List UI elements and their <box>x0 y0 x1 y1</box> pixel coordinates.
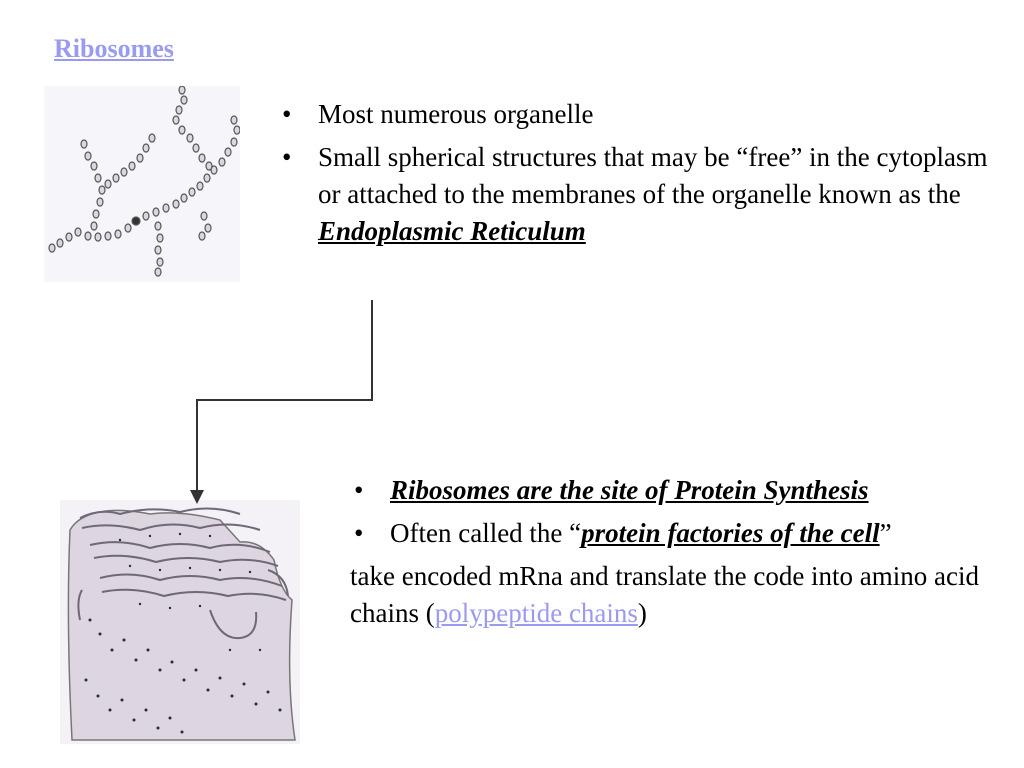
protein-synthesis-emphasis: Ribosomes are the site of Protein Synthesis <box>390 475 869 505</box>
bullet-icon: • <box>282 142 292 172</box>
bullet-icon: • <box>354 475 364 505</box>
bullet-text: Most numerous organelle <box>318 99 594 129</box>
bullet-item <box>278 139 988 250</box>
protein-factories-emphasis: protein factories of the cell <box>581 518 880 548</box>
translation-paragraph <box>350 558 980 632</box>
bullet-item <box>350 515 980 552</box>
paragraph-text: take encoded mRna and translate the code into amino acid chains ( <box>350 561 980 628</box>
bullet-icon: • <box>354 518 364 548</box>
top-bullet-list <box>278 96 988 256</box>
bullet-text: Small spherical structures that may be “free” in the cytoplasm or attached to the membranes of the organelle known as the <box>318 142 988 209</box>
bullet-text-after: ” <box>879 518 892 548</box>
endoplasmic-reticulum-image <box>60 500 300 744</box>
bullet-item <box>278 96 988 133</box>
bullet-text: Often called the “ <box>390 518 582 548</box>
bullet-icon: • <box>282 99 292 129</box>
er-emphasis: Endoplasmic Reticulum <box>318 216 586 246</box>
bottom-bullet-list <box>350 472 980 632</box>
paragraph-text-after: ) <box>637 598 647 628</box>
polypeptide-chains-link[interactable]: polypeptide chains <box>434 598 638 628</box>
bullet-item <box>350 472 980 509</box>
ribosome-chains-image <box>44 86 240 282</box>
slide-title-link[interactable]: Ribosomes <box>54 34 174 63</box>
